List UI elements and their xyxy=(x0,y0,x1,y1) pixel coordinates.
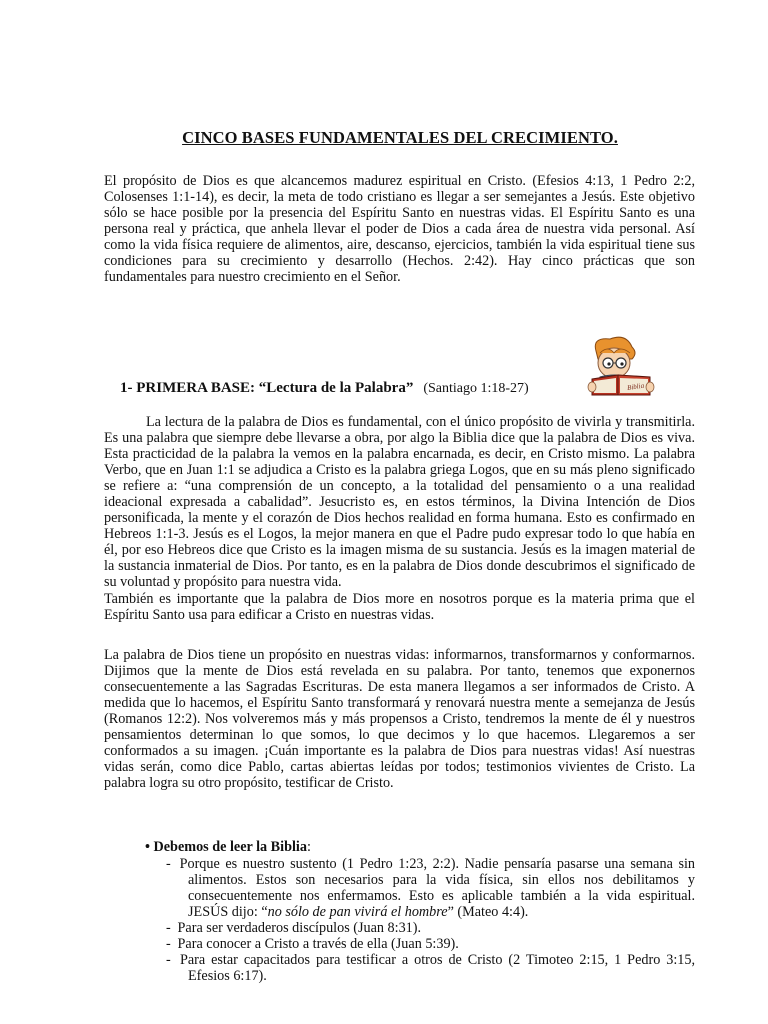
list-dash: - xyxy=(166,952,171,968)
bullet-heading-text: Debemos de leer la Biblia xyxy=(153,839,307,855)
section-paragraph-2: La palabra de Dios tiene un propósito en nuestras vidas: informarnos, transformarnos y conformarnos. Dijimos que la mente de Dios está revelada en su palabra. Por tanto, tenemos que exponernos consecuentemente a las Sagradas Escrituras. De esta manera llegamos a ser informados de Cristo. A medida que lo hacemos, el Espíritu Santo transformará y renovará nuestra mente a semejanza de Jesús (Romanos 12:2). Nos volveremos más y más propensos a Cristo, tendremos la mente de él y nuestros pensamientos determinan lo que somos, lo que decimos y lo que hacemos. Llegaremos a ser conformados a su imagen. ¡Cuán importante es la palabra de Dios para nuestras vidas! Así nuestras vidas serán, como dice Pablo, cartas abiertas leídas por todos; testimonios vivientes de Cristo. La palabra logra su otro propósito, testificar de Cristo. xyxy=(104,647,695,791)
list-dash: - xyxy=(166,856,171,872)
list-item-quote: no sólo de pan vivirá el hombre xyxy=(267,904,448,920)
document-title: CINCO BASES FUNDAMENTALES DEL CRECIMIENTO. xyxy=(182,128,618,147)
section-heading xyxy=(120,380,529,397)
bullet-heading xyxy=(145,839,311,855)
list-item xyxy=(166,920,695,936)
list-item xyxy=(166,856,695,920)
bullet-heading-colon: : xyxy=(306,839,311,855)
section-title: 1- PRIMERA BASE: “Lectura de la Palabra” xyxy=(120,380,414,396)
reasons-list xyxy=(166,856,695,984)
list-item xyxy=(166,936,695,952)
list-dash: - xyxy=(166,936,171,952)
intro-paragraph: El propósito de Dios es que alcancemos madurez espiritual en Cristo. (Efesios 4:13, 1 Pedro 2:2, Colosenses 1:1-14), es decir, la meta de todo cristiano es llegar a ser semejantes a Jesús. Este objetivo sólo se hace posible por la presencia del Espíritu Santo en nuestras vidas. El Espíritu Santo es una persona real y práctica, que anhela llevar el poder de Dios a cada área de nuestra vida personal. Así como la vida física requiere de alimentos, aire, descanso, ejercicios, también la vida espiritual tiene sus condiciones para su crecimiento y desarrollo (Hechos. 2:42). Hay cinco prácticas que son fundamentales para nuestro crecimiento en el Señor. xyxy=(104,173,695,285)
section-paragraph-1: La lectura de la palabra de Dios es fundamental, con el único propósito de vivirla y transmitirla. Es una palabra que siempre debe llevarse a obra, por algo la Biblia dice que la palabra de Dios es viva. Esta practicidad de la palabra la vemos en la palabra encarnada, es decir, en Cristo mismo. La palabra Verbo, que en Juan 1:1 se adjudica a Cristo es la palabra griega Logos, que en su más pleno significado se refiere a: “una comprensión de un concepto, a la totalidad del pensamiento o a una realidad ideacional expresada a cabalidad”. Jesucristo es, en estos términos, la Divina Intención de Dios personificada, la mente y el corazón de Dios hechos realidad en forma humana. Esto es confirmado en Hebreos 1:1-3. Jesús es el Logos, la mejor manera en que el Padre pudo expresar todo lo que había en él, por eso Hebreos dice que Cristo es la imagen misma de su sustancia. Jesús es la imagen material de la sustancia inmaterial de Dios. Por tanto, es en la palabra de Dios donde descubrimos el significado de su voluntad y propósito para nuestra vida. xyxy=(104,414,695,590)
book-label: Biblia xyxy=(626,381,645,392)
list-item-text: Porque es nuestro sustento (1 Pedro 1:23, 2:2). Nadie pensaría pasarse una semana sin alimentos. Estos son necesarios para la vida física, sin ellos nos debilitamos y consecuentemente nos enfermamos. Esto es aplicable también a la vida espiritual. JESÚS dijo: “ xyxy=(179,856,695,920)
list-dash: - xyxy=(166,920,171,936)
section-reference: (Santiago 1:18-27) xyxy=(423,381,529,396)
list-item-end: ” (Mateo 4:4). xyxy=(447,904,529,920)
bible-reader-illustration xyxy=(578,333,662,397)
list-item-text: Para conocer a Cristo a través de ella (Juan 5:39). xyxy=(177,936,459,952)
list-item-text: Para estar capacitados para testificar a otros de Cristo (2 Timoteo 2:15, 1 Pedro 3:15, Efesios 6:17). xyxy=(179,952,695,984)
list-item xyxy=(166,952,695,984)
bullet-symbol: • xyxy=(145,839,150,855)
list-item-text: Para ser verdaderos discípulos (Juan 8:31). xyxy=(177,920,422,936)
section-paragraph-1b: También es importante que la palabra de Dios more en nosotros porque es la materia prima que el Espíritu Santo usa para edificar a Cristo en nuestras vidas. xyxy=(104,591,695,623)
